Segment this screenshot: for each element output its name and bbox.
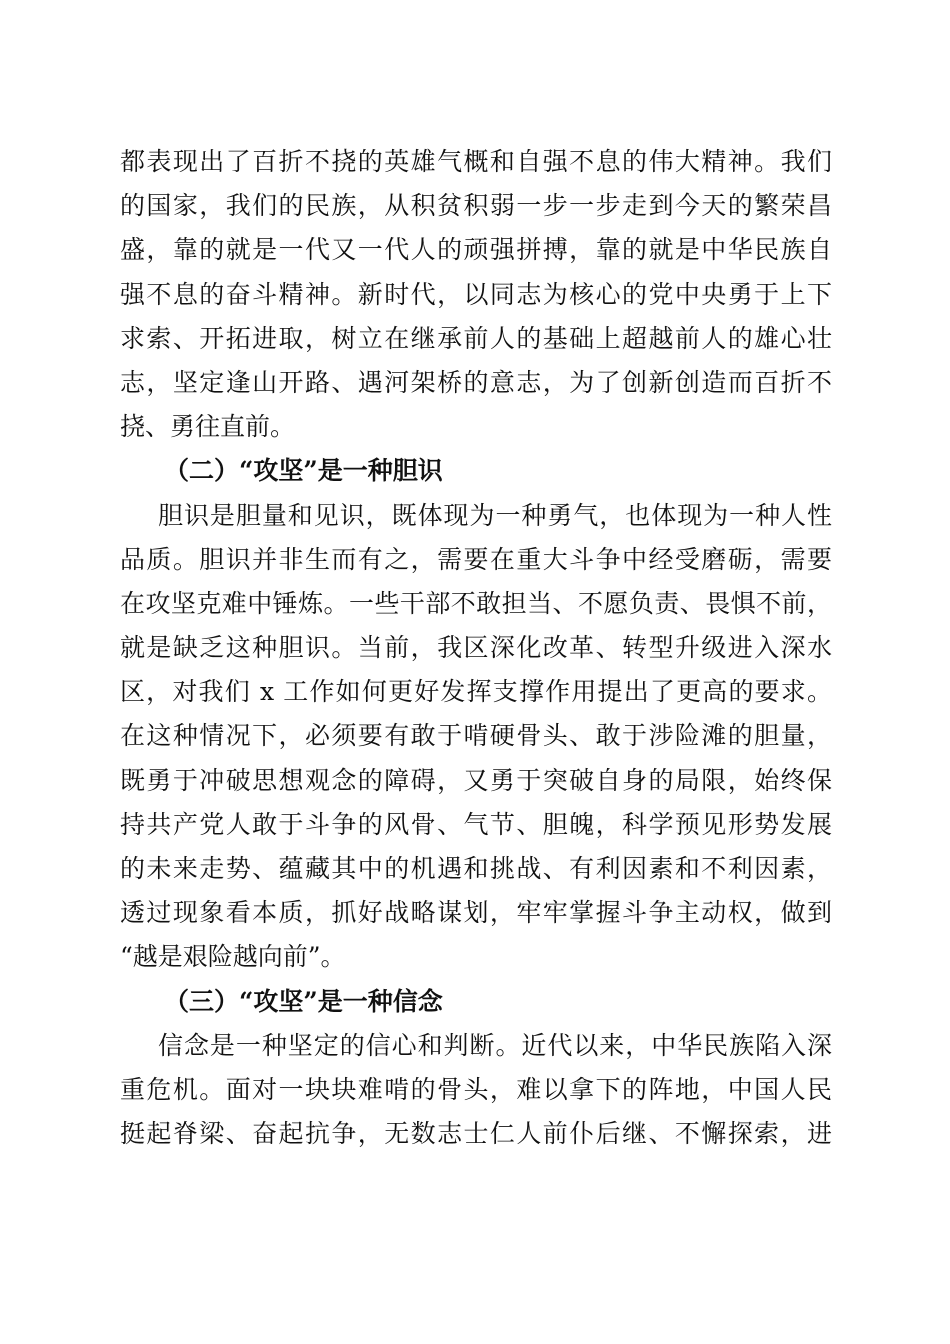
text-line: 既勇于冲破思想观念的障碍，又勇于突破自身的局限，始终保: [120, 765, 832, 795]
text-line: 挺起脊梁、奋起抗争，无数志士仁人前仆后继、不懈探索，进: [120, 1119, 832, 1149]
section-heading: （二）“攻坚”是一种胆识: [164, 456, 443, 486]
text-line: 胆识是胆量和见识，既体现为一种勇气，也体现为一种人性: [158, 500, 832, 530]
text-line: 志，坚定逢山开路、遇河架桥的意志，为了创新创造而百折不: [120, 367, 832, 397]
text-line: 信念是一种坚定的信心和判断。近代以来，中华民族陷入深: [158, 1030, 832, 1060]
text-line: 品质。胆识并非生而有之，需要在重大斗争中经受磨砺，需要: [120, 544, 832, 574]
document-body: [120, 140, 832, 1156]
text-line: 的国家，我们的民族，从积贫积弱一步一步走到今天的繁荣昌: [120, 191, 832, 221]
text-line: 区，对我们 x 工作如何更好发挥支撑作用提出了更高的要求。: [120, 677, 832, 707]
text-line: 的未来走势、蕴藏其中的机遇和挑战、有利因素和不利因素，: [120, 854, 832, 883]
text-line: 盛，靠的就是一代又一代人的顽强拼搏，靠的就是中华民族自: [120, 235, 832, 265]
text-line: “越是艰险越向前”。: [120, 942, 346, 972]
text-line: 持共产党人敢于斗争的风骨、气节、胆魄，科学预见形势发展: [120, 809, 832, 839]
text-line: 在攻坚克难中锤炼。一些干部不敢担当、不愿负责、畏惧不前，: [120, 588, 832, 618]
section-heading: （三）“攻坚”是一种信念: [164, 986, 443, 1016]
text-line: 就是缺乏这种胆识。当前，我区深化改革、转型升级进入深水: [120, 633, 832, 663]
text-line: 重危机。面对一块块难啃的骨头，难以拿下的阵地，中国人民: [120, 1074, 832, 1104]
text-line: 在这种情况下，必须要有敢于啃硬骨头、敢于涉险滩的胆量，: [120, 721, 832, 751]
text-line: 求索、开拓进取，树立在继承前人的基础上超越前人的雄心壮: [120, 323, 832, 353]
text-line: 透过现象看本质，抓好战略谋划，牢牢掌握斗争主动权，做到: [120, 898, 832, 928]
text-line: 强不息的奋斗精神。新时代，以同志为核心的党中央勇于上下: [120, 279, 832, 309]
text-line: 挠、勇往直前。: [120, 412, 296, 442]
text-line: 都表现出了百折不挠的英雄气概和自强不息的伟大精神。我们: [120, 147, 832, 176]
